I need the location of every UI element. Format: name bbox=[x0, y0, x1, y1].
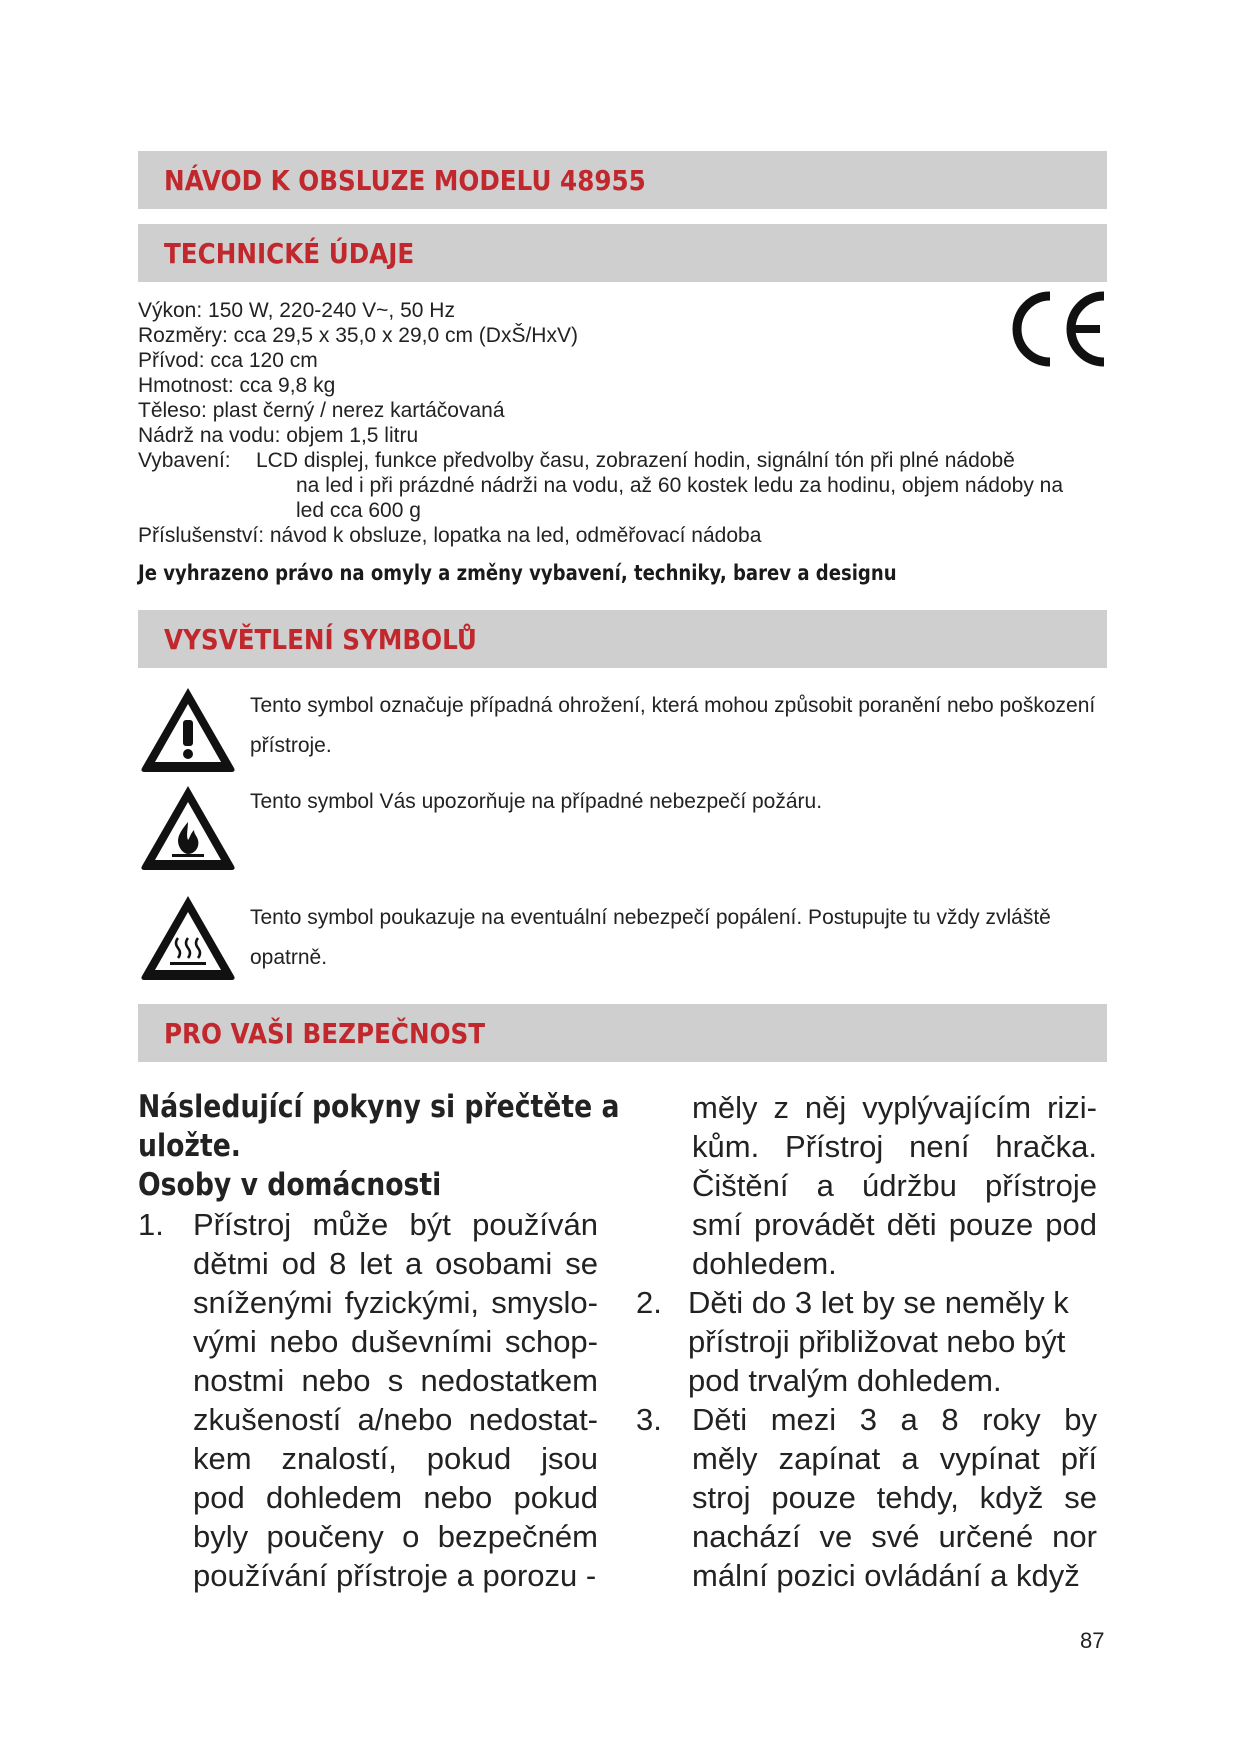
text-line: Děti do 3 let by se neměly k bbox=[688, 1285, 1069, 1320]
spec-accessories: Příslušenství: návod k obsluze, lopatka na led, odměřovací nádoba bbox=[138, 524, 762, 547]
text-line: nostmi nebo s nedostatkem bbox=[193, 1363, 598, 1398]
section-symbols-band bbox=[138, 610, 1107, 668]
section-technical-band bbox=[138, 224, 1107, 282]
symbol-fire-text: Tento symbol Vás upozorňuje na případné nebezpečí požáru. bbox=[250, 790, 823, 813]
spec-equipment-line2: na led i při prázdné nádrži na vodu, až 60 kostek ledu za hodinu, objem nádoby na bbox=[296, 474, 1064, 497]
hot-surface-icon bbox=[138, 892, 238, 982]
item2-number: 2. bbox=[636, 1285, 662, 1320]
item1-number: 1. bbox=[138, 1207, 164, 1242]
section-symbols-title: VYSVĚTLENÍ SYMBOLŮ bbox=[164, 622, 477, 656]
text-line: sníženými fyzickými, smyslo- bbox=[193, 1285, 598, 1320]
spec-body: Těleso: plast černý / nerez kartáčovaná bbox=[138, 399, 505, 422]
text-line: byly poučeny o bezpečném bbox=[193, 1519, 598, 1554]
text-line: mální pozici ovládání a když bbox=[692, 1558, 1080, 1593]
text-line: smí provádět děti pouze pod bbox=[692, 1207, 1097, 1242]
reserved-rights-text: Je vyhrazeno právo na omyly a změny vybavení, techniky, barev a designu bbox=[138, 561, 897, 585]
spec-weight: Hmotnost: cca 9,8 kg bbox=[138, 374, 336, 397]
intro-line1 bbox=[138, 1088, 678, 1127]
symbol-warning-text bbox=[250, 686, 1130, 766]
section-safety-title: PRO VAŠI BEZPEČNOST bbox=[164, 1016, 486, 1050]
text-line: Přístroj může být používán bbox=[193, 1207, 598, 1242]
spec-equipment-line3: led cca 600 g bbox=[296, 499, 421, 522]
text-line: měly zapínat a vypínat pří bbox=[692, 1441, 1097, 1476]
item3-number: 3. bbox=[636, 1402, 662, 1437]
spec-cable: Přívod: cca 120 cm bbox=[138, 349, 318, 372]
spec-power: Výkon: 150 W, 220-240 V~, 50 Hz bbox=[138, 299, 455, 322]
symbol-warning-line1: Tento symbol označuje případná ohrožení, která mohou způsobit poranění nebo poškození bbox=[250, 694, 1096, 717]
page-number: 87 bbox=[1080, 1628, 1105, 1653]
item2-text bbox=[688, 1283, 1093, 1400]
text-line: přístroji přibližovat nebo být bbox=[688, 1324, 1066, 1359]
symbol-hot-line1: Tento symbol poukazuje na eventuální nebezpečí popálení. Postupujte tu vždy zvláště bbox=[250, 906, 1051, 929]
fire-hazard-icon bbox=[138, 782, 238, 872]
left-column bbox=[138, 1088, 620, 1205]
intro-line1-text: Následující pokyny si přečtěte a bbox=[138, 1089, 620, 1125]
text-line: dohledem. bbox=[692, 1246, 837, 1281]
symbol-hot-text bbox=[250, 898, 1130, 978]
right-continuation bbox=[692, 1088, 1097, 1283]
manual-title: NÁVOD K OBSLUZE MODELU 48955 bbox=[164, 163, 646, 197]
symbol-warning-line2: přístroje. bbox=[250, 734, 332, 757]
text-line: nachází ve své určené nor bbox=[692, 1519, 1097, 1554]
text-line: vými nebo duševními schop- bbox=[193, 1324, 598, 1359]
spec-equipment-line1: LCD displej, funkce předvolby času, zobrazení hodin, signální tón při plné nádobě bbox=[256, 449, 1015, 472]
household-heading-text: Osoby v domácnosti bbox=[138, 1167, 442, 1203]
intro-line2-text: uložte. bbox=[138, 1128, 241, 1164]
text-line: používání přístroje a porozu - bbox=[193, 1558, 597, 1593]
text-line: Čištění a údržbu přístroje bbox=[692, 1168, 1097, 1203]
reserved-rights-note bbox=[138, 561, 1020, 585]
item3-text bbox=[692, 1400, 1097, 1595]
spec-dimensions: Rozměry: cca 29,5 x 35,0 x 29,0 cm (DxŠ/HxV) bbox=[138, 324, 578, 347]
section-safety-band bbox=[138, 1004, 1107, 1062]
warning-triangle-icon bbox=[138, 684, 238, 774]
ce-mark-icon bbox=[1010, 290, 1108, 368]
text-line: stroj pouze tehdy, když se bbox=[692, 1480, 1097, 1515]
manual-title-band bbox=[138, 151, 1107, 209]
spec-equipment-label: Vybavení: bbox=[138, 449, 231, 472]
text-line: pod dohledem nebo pokud bbox=[193, 1480, 598, 1515]
household-heading bbox=[138, 1166, 608, 1205]
text-line: měly z něj vyplývajícím rizi- bbox=[692, 1090, 1097, 1125]
symbol-hot-line2: opatrně. bbox=[250, 946, 328, 969]
text-line: zkušeností a/nebo nedostat- bbox=[193, 1402, 598, 1437]
text-line: kem znalostí, pokud jsou bbox=[193, 1441, 598, 1476]
item1-text bbox=[193, 1205, 598, 1595]
text-line: Děti mezi 3 a 8 roky by bbox=[692, 1402, 1097, 1437]
intro-line2 bbox=[138, 1127, 608, 1166]
text-line: dětmi od 8 let a osobami se bbox=[193, 1246, 598, 1281]
spec-tank: Nádrž na vodu: objem 1,5 litru bbox=[138, 424, 419, 447]
text-line: pod trvalým dohledem. bbox=[688, 1363, 1002, 1398]
text-line: kům. Přístroj není hračka. bbox=[692, 1129, 1097, 1164]
section-technical-title: TECHNICKÉ ÚDAJE bbox=[164, 236, 415, 270]
